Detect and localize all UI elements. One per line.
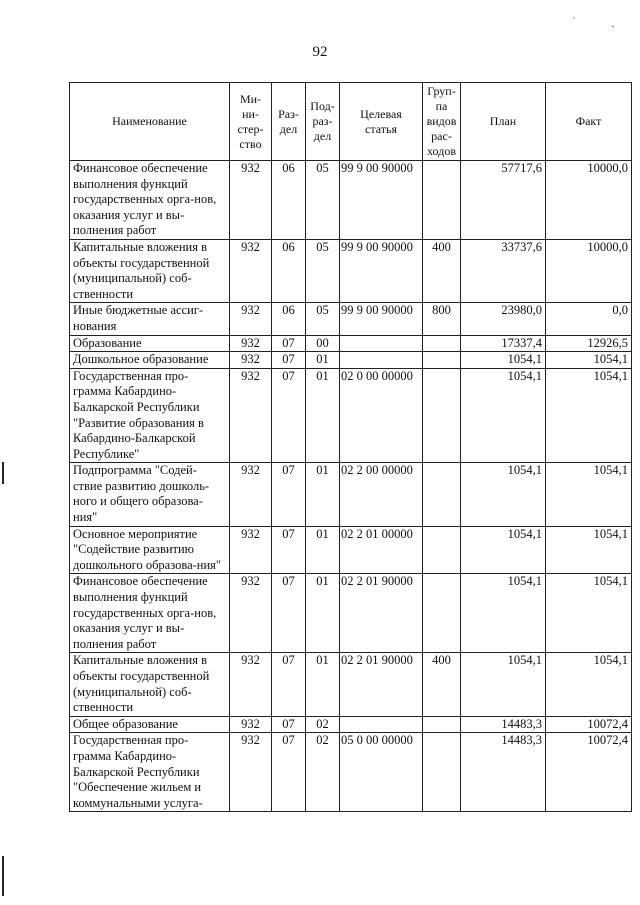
cell-target: 02 2 00 00000	[340, 463, 423, 526]
cell-target	[340, 352, 423, 369]
cell-section: 07	[272, 463, 306, 526]
cell-ministry: 932	[230, 303, 272, 335]
cell-group: 400	[423, 239, 461, 302]
cell-subsection: 01	[306, 368, 340, 463]
cell-plan: 17337,4	[461, 335, 546, 352]
cell-fact: 10000,0	[546, 239, 632, 302]
cell-ministry: 932	[230, 352, 272, 369]
cell-name: Образование	[70, 335, 230, 352]
cell-section: 06	[272, 239, 306, 302]
cell-name: Капитальные вложения в объекты государственной (муниципальной) соб-ственности	[70, 239, 230, 302]
cell-group	[423, 526, 461, 574]
cell-section: 07	[272, 352, 306, 369]
cell-subsection: 02	[306, 733, 340, 812]
cell-name: Дошкольное образование	[70, 352, 230, 369]
cell-section: 07	[272, 733, 306, 812]
cell-target	[340, 335, 423, 352]
cell-subsection: 05	[306, 161, 340, 240]
cell-fact: 1054,1	[546, 653, 632, 716]
cell-name: Финансовое обеспечение выполнения функций государственных орга-нов, оказания услуг и вы-полнения работ	[70, 161, 230, 240]
cell-ministry: 932	[230, 161, 272, 240]
cell-ministry: 932	[230, 368, 272, 463]
cell-group	[423, 463, 461, 526]
cell-plan: 23980,0	[461, 303, 546, 335]
cell-target: 05 0 00 00000	[340, 733, 423, 812]
cell-ministry: 932	[230, 653, 272, 716]
table-body	[70, 161, 632, 812]
header-group: Груп- па видов рас- ходов	[423, 83, 461, 161]
cell-target: 02 2 01 90000	[340, 653, 423, 716]
header-ministry: Ми- ни- стер- ство	[230, 83, 272, 161]
table-row	[70, 352, 632, 369]
scan-edge-mark	[2, 856, 4, 896]
table-row	[70, 716, 632, 733]
table-row	[70, 335, 632, 352]
cell-plan: 14483,3	[461, 716, 546, 733]
cell-plan: 14483,3	[461, 733, 546, 812]
cell-fact: 12926,5	[546, 335, 632, 352]
cell-section: 07	[272, 368, 306, 463]
header-subsection: Под- раз- дел	[306, 83, 340, 161]
cell-target: 02 2 01 90000	[340, 574, 423, 653]
cell-target: 02 2 01 00000	[340, 526, 423, 574]
cell-fact: 1054,1	[546, 368, 632, 463]
cell-plan: 1054,1	[461, 368, 546, 463]
table-row	[70, 526, 632, 574]
cell-fact: 1054,1	[546, 574, 632, 653]
cell-group: 800	[423, 303, 461, 335]
cell-name: Общее образование	[70, 716, 230, 733]
cell-plan: 1054,1	[461, 463, 546, 526]
cell-name: Финансовое обеспечение выполнения функций государственных орга-нов, оказания услуг и вы-полнения работ	[70, 574, 230, 653]
cell-subsection: 01	[306, 463, 340, 526]
cell-fact: 0,0	[546, 303, 632, 335]
table-row	[70, 303, 632, 335]
cell-section: 06	[272, 303, 306, 335]
table-row	[70, 239, 632, 302]
cell-group	[423, 352, 461, 369]
corner-marks: ˙ ˏ	[572, 14, 631, 28]
header-section: Раз- дел	[272, 83, 306, 161]
cell-section: 07	[272, 526, 306, 574]
cell-plan: 1054,1	[461, 653, 546, 716]
cell-name: Основное мероприятие "Содействие развитию дошкольного образова-ния"	[70, 526, 230, 574]
cell-group	[423, 368, 461, 463]
cell-group: 400	[423, 653, 461, 716]
cell-section: 06	[272, 161, 306, 240]
table-row	[70, 161, 632, 240]
cell-subsection: 01	[306, 574, 340, 653]
cell-fact: 1054,1	[546, 352, 632, 369]
table-row	[70, 463, 632, 526]
cell-ministry: 932	[230, 733, 272, 812]
cell-plan: 33737,6	[461, 239, 546, 302]
table-row	[70, 368, 632, 463]
header-fact: Факт	[546, 83, 632, 161]
cell-section: 07	[272, 653, 306, 716]
cell-ministry: 932	[230, 463, 272, 526]
cell-group	[423, 716, 461, 733]
cell-plan: 57717,6	[461, 161, 546, 240]
cell-group	[423, 574, 461, 653]
cell-subsection: 00	[306, 335, 340, 352]
cell-target: 02 0 00 00000	[340, 368, 423, 463]
cell-subsection: 05	[306, 239, 340, 302]
cell-subsection: 01	[306, 352, 340, 369]
table-row	[70, 733, 632, 812]
cell-plan: 1054,1	[461, 574, 546, 653]
cell-name: Государственная про-грамма Кабардино-Балкарской Республики "Развитие образования в Кабардино-Балкарской Республике"	[70, 368, 230, 463]
cell-fact: 1054,1	[546, 526, 632, 574]
cell-target: 99 9 00 90000	[340, 303, 423, 335]
cell-name: Иные бюджетные ассиг-нования	[70, 303, 230, 335]
cell-section: 07	[272, 574, 306, 653]
cell-section: 07	[272, 335, 306, 352]
budget-table	[69, 82, 632, 812]
cell-ministry: 932	[230, 574, 272, 653]
table-header-row	[70, 83, 632, 161]
cell-subsection: 05	[306, 303, 340, 335]
cell-name: Капитальные вложения в объекты государственной (муниципальной) соб-ственности	[70, 653, 230, 716]
cell-group	[423, 733, 461, 812]
header-target: Целевая статья	[340, 83, 423, 161]
cell-subsection: 02	[306, 716, 340, 733]
cell-plan: 1054,1	[461, 526, 546, 574]
cell-ministry: 932	[230, 335, 272, 352]
cell-ministry: 932	[230, 716, 272, 733]
cell-section: 07	[272, 716, 306, 733]
cell-ministry: 932	[230, 526, 272, 574]
cell-plan: 1054,1	[461, 352, 546, 369]
cell-name: Подпрограмма "Содей-ствие развитию дошколь-ного и общего образова-ния"	[70, 463, 230, 526]
table-row	[70, 574, 632, 653]
cell-target	[340, 716, 423, 733]
cell-target: 99 9 00 90000	[340, 239, 423, 302]
cell-ministry: 932	[230, 239, 272, 302]
header-plan: План	[461, 83, 546, 161]
cell-name: Государственная про-грамма Кабардино-Балкарской Республики "Обеспечение жильем и коммунальными услуга-	[70, 733, 230, 812]
cell-fact: 10072,4	[546, 733, 632, 812]
cell-subsection: 01	[306, 653, 340, 716]
cell-target: 99 9 00 90000	[340, 161, 423, 240]
header-name: Наименование	[70, 83, 230, 161]
cell-subsection: 01	[306, 526, 340, 574]
cell-fact: 1054,1	[546, 463, 632, 526]
cell-group	[423, 161, 461, 240]
table-row	[70, 653, 632, 716]
cell-fact: 10000,0	[546, 161, 632, 240]
page-number: 92	[312, 44, 328, 60]
scan-edge-mark	[2, 462, 4, 484]
cell-group	[423, 335, 461, 352]
cell-fact: 10072,4	[546, 716, 632, 733]
